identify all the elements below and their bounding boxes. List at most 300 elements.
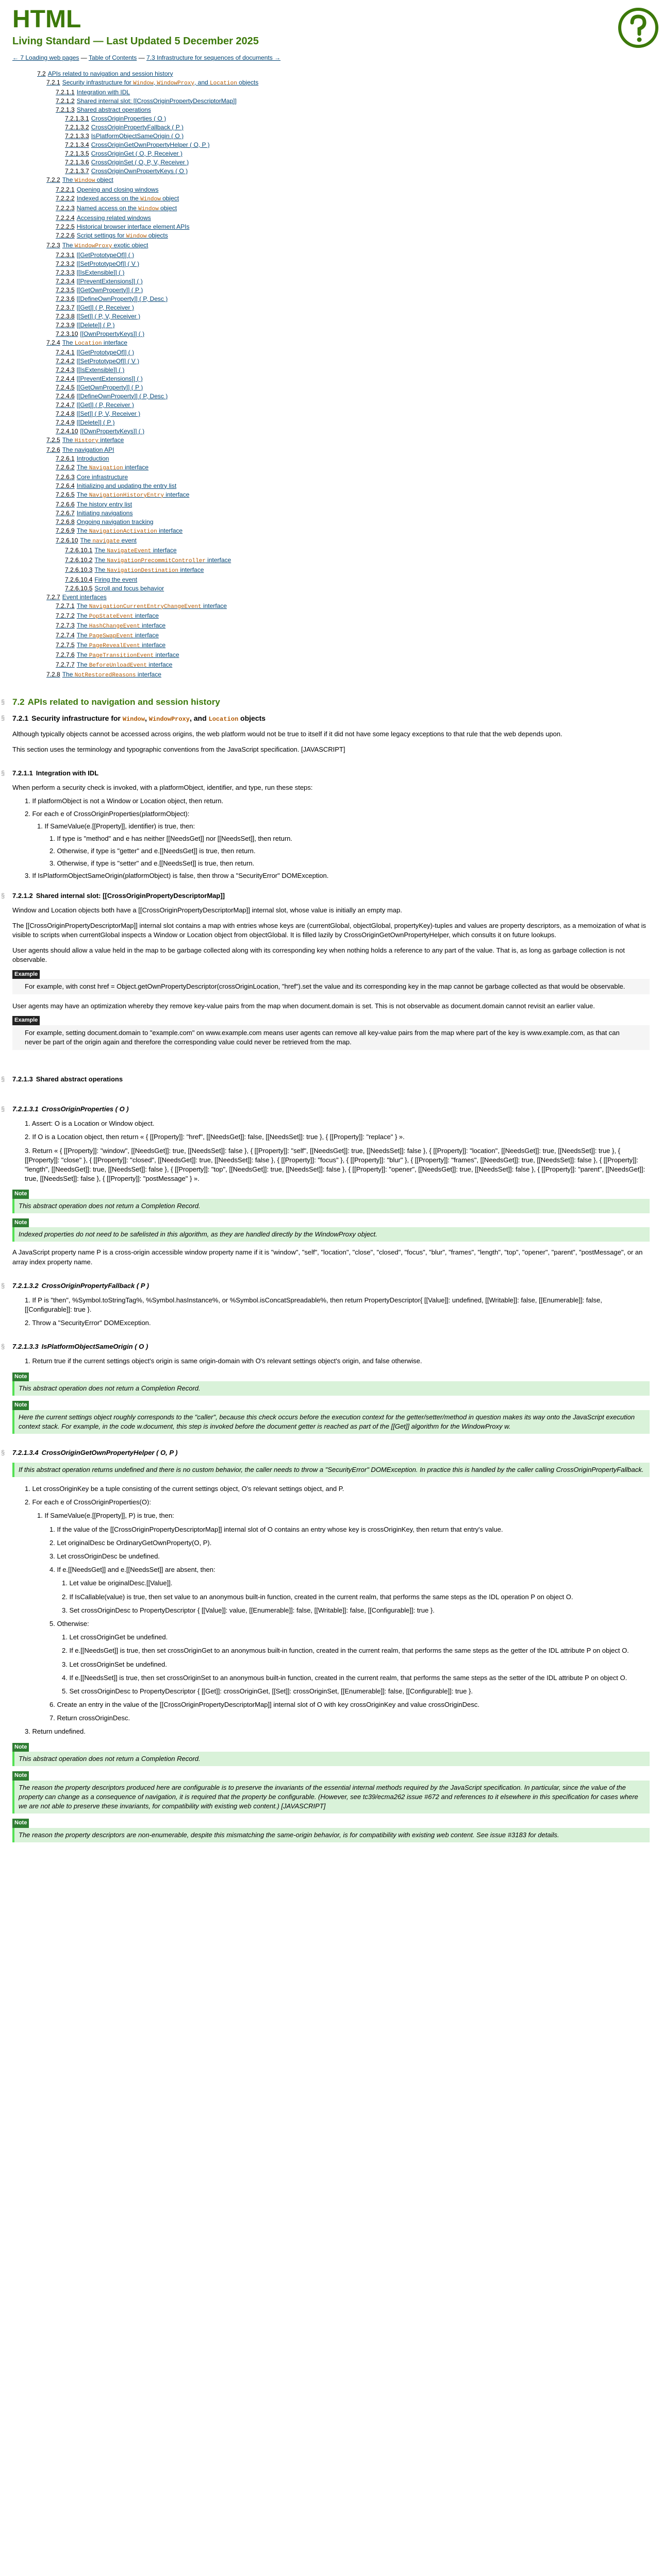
toc-number: 7.2.7.1 [56,602,75,609]
note-box [12,1742,650,1767]
toc-number: 7.2.2.2 [56,194,75,202]
toc-code: NavigationHistoryEntry [89,492,164,499]
toc-item [12,436,650,446]
toc-item [12,556,650,566]
toc-number: 7.2.4.6 [56,392,75,400]
toc-text: [[PreventExtensions]] ( ) [76,375,143,382]
toc-number: 7.2.6.5 [56,490,75,498]
toc-link[interactable] [56,366,124,374]
toc-text: Event interfaces [62,593,107,601]
toc-item [12,204,650,214]
toc-code: PageSwapEvent [89,633,134,639]
note-text: The reason the property descriptors produced here are configurable is to preserve the invariants of the essential internal methods required by the JavaScript specification. In particular, since the value of the property can change as a consequence of navigation, it is required that the property be configurable. (However, see tc39/ecma262 issue #672 and references to it elsewhere in this specification for cases where we are not able to preserve these invariants, for compatibility with existing web content.) [JAVASCRIPT] [12,1781,650,1814]
paragraph: Window and Location objects both have a [[CrossOriginPropertyDescriptorMap]] internal slot, whose value is initially an empty map. [12,906,402,914]
toc-text: Script settings for [76,231,126,239]
toc-text: IsPlatformObjectSameOrigin ( O ) [91,132,184,140]
toc-link[interactable] [56,641,166,649]
toc-link[interactable] [65,167,188,175]
section-mark-icon[interactable]: § [1,769,5,777]
toc-number: 7.2.3.3 [56,268,75,276]
paragraph: When perform a security check is invoked, with a platformObject, identifier, and type, run these steps: [12,784,313,792]
step: 2. For each e of CrossOriginProperties(platformObject): [25,809,190,818]
section-heading: 7.2 APIs related to navigation and session history [12,697,220,707]
toc-link[interactable] [56,612,159,619]
step: 1. Assert: O is a Location or Window object. [25,1120,155,1128]
note-text: This abstract operation does not return a Completion Record. [12,1199,650,1213]
toc-text: The [94,566,107,573]
note-box [12,1371,650,1396]
step: 6. Create an entry in the value of the [[CrossOriginPropertyDescriptorMap]] internal slot of O with key crossOriginKey and value crossOriginDesc. [49,1701,479,1709]
toc-item [12,78,650,88]
toc-number: 7.2.6.8 [56,518,75,526]
step: 1. Let crossOriginKey be a tuple consisting of the current settings object, O's relevant settings object, and P. [25,1485,344,1493]
toc-link[interactable] [65,585,164,592]
toc-text: The [76,527,89,534]
section-mark-icon[interactable]: § [1,1281,5,1290]
toc-item [12,194,650,204]
toc-link[interactable] [56,330,144,337]
step: 1. Let crossOriginGet be undefined. [62,1633,168,1641]
section-mark-icon[interactable]: § [1,891,5,900]
toc-text: The [62,436,75,444]
toc-text: object [158,204,177,212]
toc-code: HashChangeEvent [89,623,140,630]
toc-code: Window [126,233,147,240]
toc-text: interface [123,463,149,471]
toc-text: [[GetOwnProperty]] ( P ) [76,383,143,391]
toc-link[interactable] [56,401,134,409]
toc-link[interactable] [56,195,179,202]
toc-text: The [76,651,89,658]
toc-item [12,383,650,392]
toc-text: The [76,660,89,668]
toc-number: 7.2.6.2 [56,463,75,471]
toc-link[interactable] [56,223,189,230]
toc-text: Introduction [76,454,109,462]
toc-link[interactable] [46,594,107,601]
toc-text: The [94,556,107,564]
toc-text: [[IsExtensible]] ( ) [76,268,125,276]
toc-text: [[OwnPropertyKeys]] ( ) [80,330,145,337]
toc-item [12,106,650,114]
section-heading: 7.2.1.3.2 CrossOriginPropertyFallback ( P ) [12,1281,149,1290]
toc-item [12,366,650,375]
toc-code: NavigateEvent [107,548,152,554]
toc-link[interactable] [56,251,134,259]
toc-text: Shared abstract operations [76,106,151,113]
toc-text: The [76,612,89,619]
step: 3. If IsPlatformObjectSameOrigin(platformObject) is false, then throw a "SecurityError" DOMException. [25,872,329,880]
step: 4. If e.[[NeedsSet]] is true, then set crossOriginSet to an anonymous built-in function, created in the current realm, that performs the same steps as the setter of the IDL attribute P on object O. [62,1673,627,1682]
toc-link[interactable] [56,455,109,462]
toc-number: 7.2.3.1 [56,251,75,259]
toc-link[interactable] [46,176,113,183]
toc-item [12,401,650,410]
toc-item [12,660,650,670]
example-text: For example, setting document.domain to "example.com" on www.example.com means user agents can remove all key-value pairs from the map where part of the key is www.example.com, as that can never be part of the origin again and therefore the corresponding value could never be retrieved from the map. [12,1025,650,1050]
toc-link[interactable] [56,260,139,267]
toc-number: 7.2.1.3.4 [65,141,89,148]
toc-number: 7.2.8 [46,670,60,678]
toc-number: 7.2.6.6 [56,500,75,508]
toc-link[interactable] [56,602,227,609]
toc-number: 7.2.1.3.3 [65,132,89,140]
section-mark-icon[interactable]: § [1,1105,5,1113]
algorithm-steps [12,1357,650,1366]
toc-item [12,670,650,680]
step: 7. Return crossOriginDesc. [49,1714,130,1722]
toc-link[interactable] [56,295,168,302]
note-text: If this abstract operation returns undefined and there is no custom behavior, the caller needs to throw a "SecurityError" DOMException. In practice this is handled by the caller calling CrossOriginPropertyFallback. [12,1463,650,1477]
toc-text: interface [201,602,227,609]
toc-link[interactable] [56,321,115,329]
toc-link[interactable] [56,97,237,105]
note-label: Note [12,1190,29,1198]
toc-text: Indexed access on the [76,194,141,202]
toc-text: interface [140,621,166,629]
toc-text: interface [163,490,190,498]
toc-item [12,268,650,277]
step: 2. Throw a "SecurityError" DOMException. [25,1319,151,1327]
paragraph: The [[CrossOriginPropertyDescriptorMap]] internal slot contains a map with entries whose keys are (currentGlobal, objectGlobal, propertyKey)-tuples and values are property descriptors, as a memoization of what is visible to scripts when currentGlobal inspects a Window or Location object from objectGlobal. It is filled lazily by CrossOriginGetOwnPropertyHelper, which consults it on future lookups. [12,921,647,939]
toc-text: Integration with IDL [76,88,130,96]
toc-text: Core infrastructure [76,473,128,481]
toc-text: Accessing related windows [76,214,151,222]
toc-link[interactable] [65,115,166,122]
toc-link[interactable] [56,518,153,526]
note-text: This abstract operation does not return a Completion Record. [12,1381,650,1396]
spec-subtitle: Living Standard — Last Updated 5 December 2025 [12,36,259,47]
toc-link[interactable] [56,214,151,222]
toc-text: [[PreventExtensions]] ( ) [76,277,143,285]
note-label: Note [12,1771,29,1780]
toc-item [12,410,650,418]
toc-link[interactable] [56,651,179,658]
toc-link[interactable] [56,393,168,400]
section-7-2-1-3 [1,1075,650,1084]
toc-text: The [62,670,75,678]
toc-number: 7.2.3.2 [56,260,75,267]
toc-link[interactable] [56,286,143,294]
toc-text: Initializing and updating the entry list [76,482,177,489]
toc-text: The history entry list [76,500,133,508]
toc-text: The [62,241,75,249]
toc-item [12,260,650,268]
toc-code: Navigation [89,465,123,471]
step: 3. Let crossOriginSet be undefined. [62,1660,167,1668]
toc-number: 7.2.7.5 [56,641,75,649]
toc-number: 7.2.7.6 [56,651,75,658]
toc-link[interactable] [56,537,137,544]
toc-number: 7.2.6.7 [56,509,75,517]
toc-number: 7.2.6.10.3 [65,566,93,573]
note-text: The reason the property descriptors are non-enumerable, despite this mismatching the same-origin behavior, is for compatibility with existing web content. See issue #3183 for details. [12,1828,650,1842]
section-7-2-1-3-1 [1,1105,650,1114]
toc-number: 7.2.1.1 [56,88,75,96]
toc-item [12,231,650,241]
toc-link[interactable] [37,70,173,77]
toc-text: APIs related to navigation and session history [47,70,173,77]
toc-text: [[DefineOwnProperty]] ( P, Desc ) [76,295,168,302]
toc-text: The [62,176,75,183]
section-heading: 7.2.1.1 Integration with IDL [12,769,99,777]
note-label: Note [12,1401,29,1410]
paragraph: User agents may have an optimization whereby they remove key-value pairs from the map when document.domain is set. This is not observable as document.domain cannot revisit an earlier value. [12,1002,595,1010]
toc-text: [[GetOwnProperty]] ( P ) [76,286,143,294]
example-text: For example, with const href = Object.getOwnPropertyDescriptor(crossOriginLocation, "href").set the value and its corresponding key in the map cannot be garbage collected as that would be observable. [12,979,650,994]
toc-item [12,463,650,473]
toc-text: [[IsExtensible]] ( ) [76,366,125,374]
toc-text: CrossOriginOwnPropertyKeys ( O ) [91,167,188,175]
nav-sep: — [137,54,146,61]
toc-code: Location [74,340,102,347]
toc-link[interactable] [65,547,177,554]
toc-number: 7.2.1.3.7 [65,167,89,175]
toc-number: 7.2.7.7 [56,660,75,668]
step: 5. Otherwise: [49,1619,89,1628]
toc-code: PageTransitionEvent [89,652,154,659]
step: 3. Return undefined. [25,1727,86,1736]
toc-link[interactable] [56,89,130,96]
toc-link[interactable] [56,232,168,239]
toc-link[interactable] [56,304,134,311]
toc-text: interface [98,436,124,444]
toc-link[interactable] [46,79,258,86]
note-label: Note [12,1218,29,1227]
toc-link[interactable] [56,419,115,426]
section-mark-icon[interactable]: § [1,698,5,706]
toc-number: 7.2.6.10 [56,536,78,544]
toc-text: Security infrastructure for [62,78,134,86]
toc-text: The [76,631,89,639]
toc-link[interactable] [56,428,144,435]
toc-link[interactable] [46,242,148,249]
toc-text: [[SetPrototypeOf]] ( V ) [76,260,140,267]
toc-link[interactable] [56,473,128,481]
toc-text: Firing the event [94,575,138,583]
toc-number: 7.2.4.5 [56,383,75,391]
section-mark-icon[interactable]: § [1,1343,5,1351]
toc-link[interactable] [56,106,151,113]
note-label: Note [12,1743,29,1752]
whatwg-logo-icon[interactable] [618,7,659,48]
toc-link[interactable] [56,491,189,498]
toc-text: object [160,194,179,202]
toc-link[interactable] [46,671,161,678]
toc-item [12,114,650,123]
toc-number: 7.2.7 [46,593,60,601]
toc-number: 7.2.1.3 [56,106,75,113]
toc-link[interactable] [56,501,132,508]
toc-code: NotRestoredReasons [74,672,136,679]
toc-number: 7.2.6.4 [56,482,75,489]
toc-number: 7.2.3.5 [56,286,75,294]
toc-number: 7.2.6.10.1 [65,546,93,554]
toc-text: interface [133,631,159,639]
toc-number: 7.2.6.1 [56,454,75,462]
section-mark-icon[interactable]: § [1,1075,5,1083]
toc-link[interactable] [56,464,148,471]
toc-item [12,251,650,260]
toc-link[interactable] [56,632,159,639]
page-nav [12,54,650,62]
toc-text: [[DefineOwnProperty]] ( P, Desc ) [76,392,168,400]
step: 3. Let crossOriginDesc be undefined. [49,1552,160,1561]
toc-text: interface [140,641,166,649]
toc-link[interactable] [56,349,134,356]
toc-item [12,621,650,631]
note-text: This abstract operation does not return a Completion Record. [12,1752,650,1766]
toc-number: 7.2.7.3 [56,621,75,629]
toc-link[interactable] [56,410,140,417]
toc-item [12,286,650,295]
section-heading: 7.2.1 Security infrastructure for Window, WindowProxy, and Location objects [12,714,266,723]
section-heading: 7.2.1.3.3 IsPlatformObjectSameOrigin ( O ) [12,1343,148,1351]
toc-text: CrossOriginGet ( O, P, Receiver ) [91,149,183,157]
section-heading: 7.2.1.2 Shared internal slot: [[CrossOriginPropertyDescriptorMap]] [12,891,225,900]
algorithm-steps [12,1296,650,1328]
toc-link[interactable] [65,150,183,157]
toc-link[interactable] [56,527,183,534]
toc-number: 7.2.4.4 [56,375,75,382]
toc-link[interactable] [65,159,189,166]
toc-text: [[Set]] ( P, V, Receiver ) [76,410,141,417]
toc-text: interface [157,527,183,534]
toc-link[interactable] [65,566,204,573]
toc-number: 7.2.4.10 [56,427,78,435]
toc-code: History [74,437,98,444]
step: 4. If e.[[NeedsGet]] and e.[[NeedsSet]] are absent, then: [49,1566,216,1574]
toc-item [12,149,650,158]
toc-text: The [76,490,89,498]
toc-text: interface [133,612,159,619]
next-link[interactable]: 7.3 Infrastructure for sequences of documents → [146,54,281,61]
paragraph: This section uses the terminology and typographic conventions from the JavaScript specification. [JAVASCRIPT] [12,745,345,753]
toc-link[interactable] [56,482,176,489]
toc-link[interactable] [65,576,137,583]
toc-text: CrossOriginProperties ( O ) [91,114,167,122]
toc-number: 7.2.7.4 [56,631,75,639]
step: 1. If SameValue(e.[[Property]], P) is true, then: [37,1512,174,1520]
toc-number: 7.2.2.3 [56,204,75,212]
toc-link[interactable] [65,141,210,148]
toc-item [12,185,650,194]
toc-item [12,158,650,167]
toc-text: CrossOriginPropertyFallback ( P ) [91,123,184,131]
toc-item [12,97,650,106]
toc-item [12,536,650,546]
toc-link[interactable] [56,358,139,365]
toc-item [12,651,650,660]
toc-link[interactable] [56,622,166,629]
toc-link[interactable] [65,556,231,564]
toc-link[interactable] [46,436,124,444]
toc-number: 7.2.2.1 [56,185,75,193]
section-mark-icon[interactable]: § [1,714,5,722]
toc-item [12,427,650,436]
toc-link[interactable] [56,313,140,320]
toc-number: 7.2.4 [46,338,60,346]
toc-text: interface [178,566,204,573]
toc-text: [[Get]] ( P, Receiver ) [76,401,134,409]
main-content [1,697,650,1842]
toc-text: The [62,338,75,346]
toc-link[interactable] [46,339,127,346]
paragraph: Although typically objects cannot be accessed across origins, the web platform would not be true to itself if it did not have some legacy exceptions to that rule that the web depends upon. [12,730,562,738]
toc-code: NavigationPrecommitController [107,557,206,564]
step: 1. If type is "method" and e has neither [[NeedsGet]] nor [[NeedsSet]], then return. [49,834,293,842]
paragraph: User agents should allow a value held in the map to be garbage collected along with its corresponding key when nothing holds a reference to any part of the value. That is, as long as garbage collection is not observable. [12,946,625,964]
toc-number: 7.2.1.2 [56,97,75,105]
toc-item [12,132,650,141]
toc-text: object [95,176,113,183]
toc-link[interactable] [56,375,143,382]
toc-item [12,348,650,357]
algorithm-steps [12,1484,650,1737]
step: 1. Let value be originalDesc.[[Value]]. [62,1579,173,1587]
step: 1. If the value of the [[CrossOriginPropertyDescriptorMap]] internal slot of O contains an entry whose key is crossOriginKey, then return that entry's value. [49,1525,503,1533]
toc-item [12,277,650,286]
toc-text: The [94,546,107,554]
toc-link[interactable] [46,446,114,453]
content-wrapper [1,6,650,1846]
toc-number: 7.2.6.3 [56,473,75,481]
example-label: Example [12,970,40,979]
toc-text: Ongoing navigation tracking [76,518,154,526]
toc-text: The [76,621,89,629]
toc-item [12,357,650,366]
toc-link[interactable]: Table of Contents [88,54,137,61]
toc-item [12,338,650,348]
toc-text: Initiating navigations [76,509,133,517]
section-mark-icon[interactable]: § [1,1448,5,1456]
toc-item [12,312,650,321]
toc-number: 7.2.6 [46,446,60,453]
toc-code: navigate [92,538,120,545]
toc-link[interactable] [65,132,184,140]
toc-link[interactable] [56,269,124,276]
toc-number: 7.2.3.8 [56,312,75,320]
table-of-contents [12,70,650,680]
toc-number: 7.2.2.4 [56,214,75,222]
toc-item [12,303,650,312]
toc-link[interactable] [56,384,143,391]
toc-text: [[Delete]] ( P ) [76,321,115,329]
section-heading: 7.2.1.3.4 CrossOriginGetOwnPropertyHelper ( O, P ) [12,1448,178,1456]
toc-number: 7.2.1.3.2 [65,123,89,131]
toc-text: Opening and closing windows [76,185,159,193]
toc-text: objects [146,231,168,239]
toc-link[interactable] [56,278,143,285]
toc-link[interactable] [56,186,158,193]
toc-item [12,321,650,330]
toc-link[interactable] [56,661,172,668]
toc-number: 7.2.5 [46,436,60,444]
spec-title: HTML [12,6,81,33]
toc-number: 7.2.6.10.2 [65,556,93,564]
toc-item [12,70,650,78]
section-heading: 7.2.1.3.1 CrossOriginProperties ( O ) [12,1105,129,1113]
toc-item [12,167,650,176]
toc-link[interactable] [56,205,177,212]
toc-code: Window [138,206,159,212]
toc-link[interactable] [65,124,184,131]
note-box [12,1463,650,1477]
toc-link[interactable] [56,510,133,517]
toc-text: interface [146,660,173,668]
prev-link[interactable]: ← 7 Loading web pages [12,54,79,61]
toc-text: , and [194,78,210,86]
